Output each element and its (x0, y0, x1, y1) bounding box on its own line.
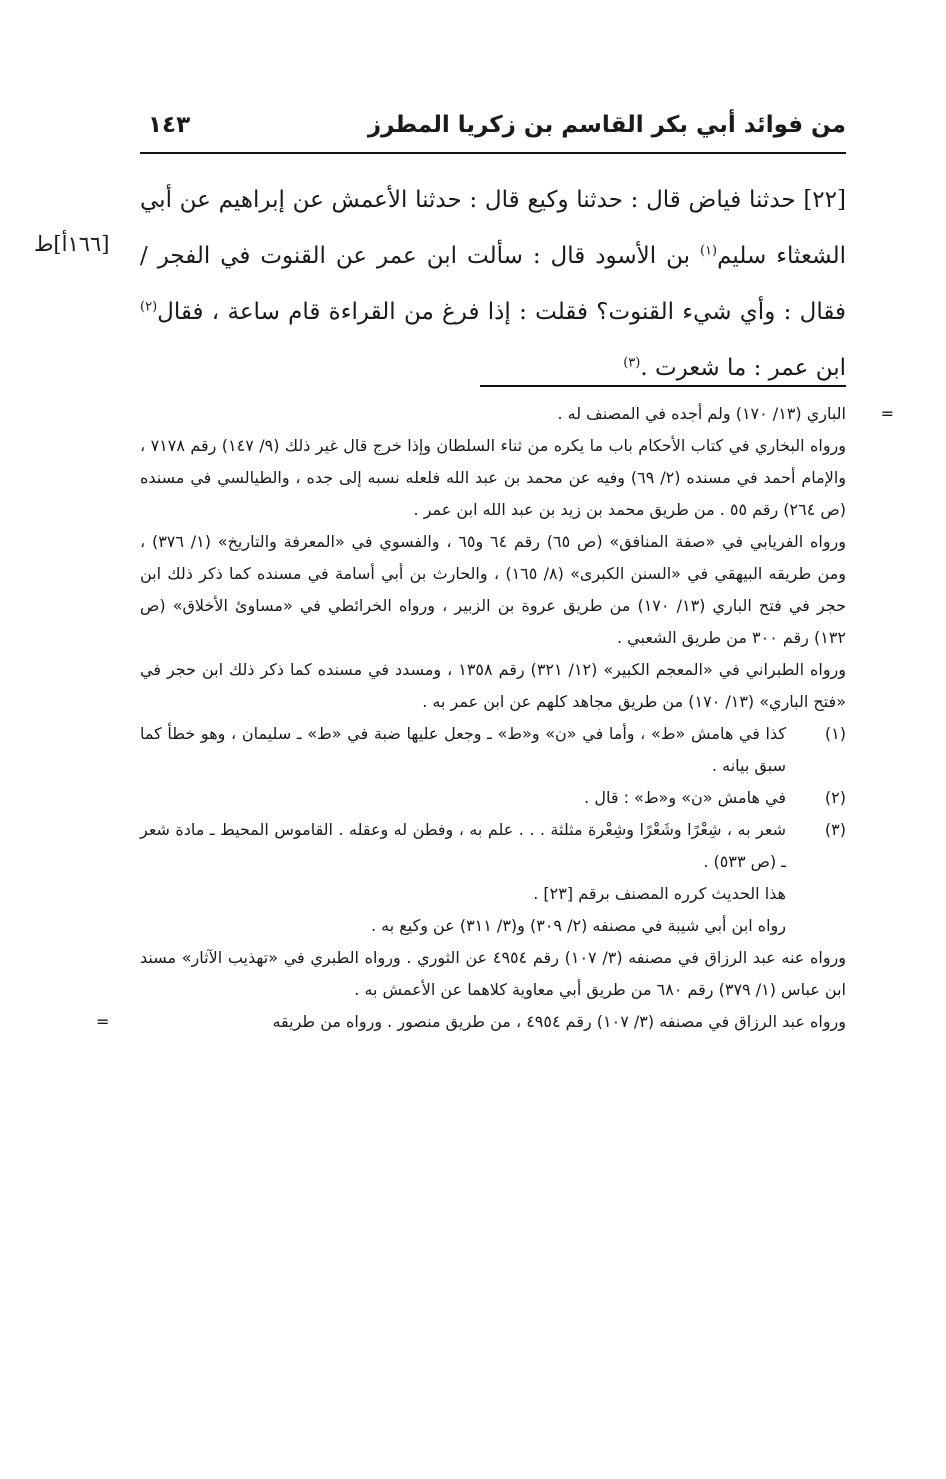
footnote-number: (١) (824, 724, 846, 743)
continues-marker: = (96, 1012, 110, 1031)
header-rule (140, 152, 846, 154)
footnote-3 (140, 814, 846, 878)
page-header (140, 112, 846, 148)
footnote-text: في هامش «ن» و«ط» : قال . (584, 788, 786, 807)
footnote-line: الباري (١٣/ ١٧٠) ولم أجده في المصنف له . (557, 404, 846, 423)
footnote-ref-3: (٣) (623, 355, 641, 371)
hadith-part-1: [٢٢] حدثنا فياض قال : حدثنا وكيع قال : حدثنا الأعمش عن إبراهيم عن أبي الشعثاء سليم (140, 187, 846, 269)
footnote-2 (140, 782, 846, 814)
footnote-text: كذا في هامش «ط» ، وأما في «ن» و«ط» ـ وجعل عليها ضبة في «ط» ـ سليمان ، وهو خطأ كما سبق بيانه . (140, 724, 786, 775)
footnote-line-text: ورواه عبد الرزاق في مصنفه (٣/ ١٠٧) رقم ٤٩٥٤ ، من طريق منصور . ورواه من طريقه (272, 1012, 846, 1031)
footnote-3-line: هذا الحديث كرره المصنف برقم [٢٣] . (533, 884, 786, 903)
footnote-3-line: رواه ابن أبي شيبة في مصنفه (٢/ ٣٠٩) و(٣/ ٣١١) عن وكيع به . (370, 916, 786, 935)
footnote-3-last-line (96, 1006, 846, 1038)
footnote-line: ورواه الفريابي في «صفة المنافق» (ص ٦٥) رقم ٦٤ و٦٥ ، والفسوي في «المعرفة والتاريخ» (١/ ٣٧٦) ، ومن طريقه البيهقي في «السنن الكبرى» (٨/ ١٦٥) ، والحارث بن أبي أسامة في مسنده كما ذكر ذلك ابن حجر في فتح الباري (١٣/ ١٧٠) من طريق عروة بن الزبير ، ورواه الخرائطي في «مساوئ الأخلاق» (ص ١٣٢) رقم ٣٠٠ من طريق الشعبي . (140, 532, 847, 647)
footnote-line: ورواه الطبراني في «المعجم الكبير» (١٢/ ٣٢١) رقم ١٣٥٨ ، ومسدد في مسنده كما ذكر ذلك ابن حجر في «فتح الباري» (١٣/ ١٧٠) من طريق مجاهد كلهم عن ابن عمر به . (140, 660, 847, 711)
page-number: ١٤٣ (148, 112, 191, 138)
footnote-line: ورواه البخاري في كتاب الأحكام باب ما يكره من ثناء السلطان وإذا خرج قال غير ذلك (٩/ ١٤٧) رقم ٧١٧٨ ، والإمام أحمد في مسنده (٢/ ٦٩) وفيه عن محمد بن عبد الله فلعله نسبه إلى جده ، والطيالسي في مسنده (ص ٢٦٤) رقم ٥٥ . من طريق محمد بن زيد بن عبد الله ابن عمر . (140, 436, 847, 519)
hadith-part-2: بن الأسود قال : سألت ابن عمر عن القنوت في الفجر / فقال : وأي شيء القنوت؟ فقلت : إذا فرغ من القراءة قام ساعة ، فقال (140, 243, 846, 325)
footnote-number: (٣) (824, 820, 846, 839)
manuscript-margin-note: [١٦٦أ]ط (34, 232, 110, 256)
continuation-marker: = (880, 404, 894, 423)
footnote-number: (٢) (824, 788, 846, 807)
footnotes (96, 398, 894, 1038)
footnote-1 (140, 718, 846, 782)
footnote-ref-2: (٢) (140, 299, 158, 315)
running-title: من فوائد أبي بكر القاسم بن زكريا المطرز (367, 112, 846, 138)
hadith-paragraph (140, 172, 846, 396)
footnote-ref-1: (١) (699, 243, 718, 259)
footnote-rule (480, 385, 846, 387)
footnote-3-line: ورواه عنه عبد الرزاق في مصنفه (٣/ ١٠٧) رقم ٤٩٥٤ عن الثوري . ورواه الطبري في «تهذيب الآثار» مسند ابن عباس (١/ ٣٧٩) رقم ٦٨٠ من طريق أبي معاوية كلاهما عن الأعمش به . (140, 948, 847, 999)
footnote-text: شعر به ، شِعْرًا وشَعْرًا وشِعْرة مثلثة . . . علم به ، وفطن له وعقله . القاموس المحيط ـ مادة شعر ـ (ص ٥٣٣) . (140, 820, 786, 871)
hadith-part-3: ابن عمر : ما شعرت . (640, 355, 846, 381)
hadith-text (140, 172, 846, 396)
footnote-continuation (140, 398, 894, 430)
